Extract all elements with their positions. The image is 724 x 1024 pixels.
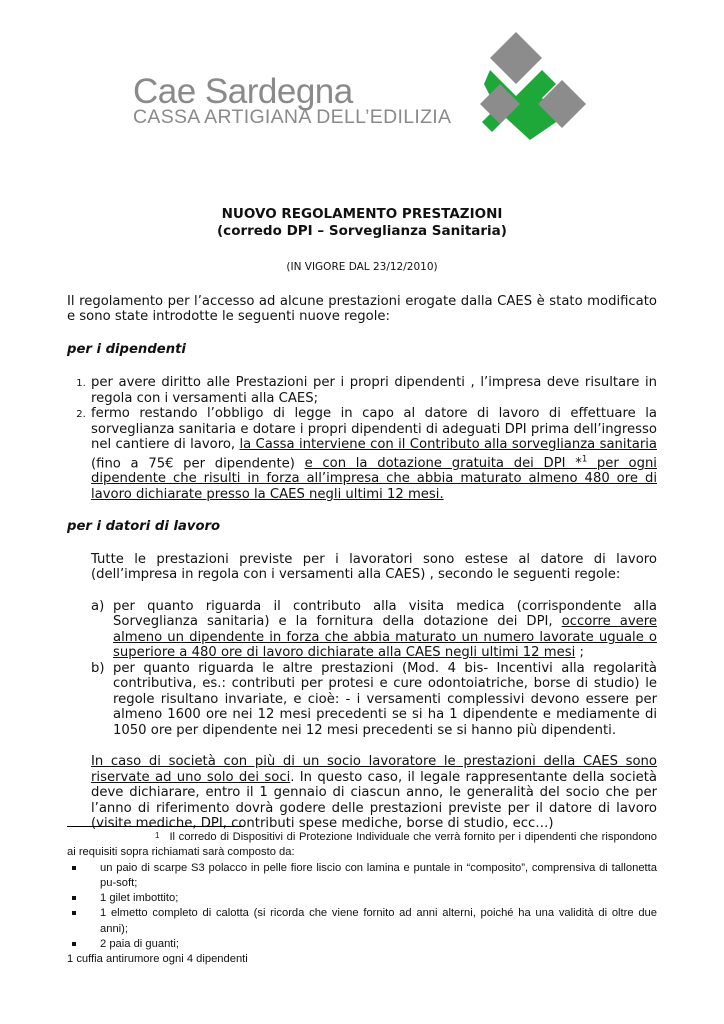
logo-square-top [490, 32, 542, 84]
footnote-last-line: 1 cuffia antirumore ogni 4 dipendenti [67, 953, 248, 966]
list-item-text: 2 paia di guanti; [100, 938, 179, 951]
list-label: b) [91, 660, 105, 676]
list-item-text: 1 elmetto completo di calotta (si ricorda che viene fornito ad anni alterni, poiché ha una validità di oltre due anni); [100, 907, 657, 935]
list-item [89, 375, 657, 406]
list-item-text: 1 gilet imbottito; [100, 892, 179, 905]
bullet-square-icon [72, 866, 76, 870]
paragraph-text: . In questo caso, il legale rappresentante della società deve dichiarare, entro il 1 gennaio di ciascun anno, le generalità del socio che per l’anno di riferimento dovrà godere delle prestazioni previste per il datore di lavoro (visite mediche, DPI, contributi spese mediche, borse di studio, ecc…) [91, 769, 657, 832]
bullet-square-icon [72, 942, 76, 946]
list-item [67, 861, 657, 892]
employers-paragraph: Tutte le prestazioni previste per i lavoratori sono estese al datore di lavoro (dell’impresa in regola con i versamenti alla CAES) , secondo le seguenti regole: [91, 551, 657, 583]
logo-subtitle: CASSA ARTIGIANA DELL’EDILIZIA [133, 106, 452, 128]
underlined-text-part: per ogni dipendente che risulti in forza all’impresa che abbia maturato almeno 480 ore di lavoro dichiarate presso la CAES negli ultimi 12 mesi. [91, 455, 657, 502]
document-body [67, 206, 657, 832]
company-paragraph [91, 754, 657, 832]
footnote-ref: 1 [581, 454, 588, 465]
intro-paragraph: Il regolamento per l’accesso ad alcune prestazioni erogate dalla CAES è stato modificato e sono state introdotte le seguenti nuove regole: [67, 293, 657, 324]
section-heading-employers: per i datori di lavoro [67, 519, 221, 535]
footnote-number: 1 [155, 831, 160, 840]
footnote [67, 830, 657, 968]
underlined-text-part: e con la dotazione gratuita dei DPI * [304, 455, 582, 471]
effective-date: (IN VIGORE DAL 23/12/2010) [286, 261, 438, 273]
employees-list [67, 375, 657, 502]
footnote-text: Il corredo di Dispositivi di Protezione Individuale che verrà fornito per i dipendenti che rispondono ai requisiti sopra richiamati sarà composto da: [67, 831, 657, 859]
list-item [67, 599, 657, 661]
list-item-text: ; [575, 645, 584, 661]
document-title: NUOVO REGOLAMENTO PRESTAZIONI [221, 206, 503, 222]
logo-title: Cae Sardegna [133, 72, 353, 111]
bullet-square-icon [72, 911, 76, 915]
list-item-text: un paio di scarpe S3 polacco in pelle fiore liscio con lamina e puntale in “composito”, comprensiva di tallonetta pu-soft; [100, 861, 657, 889]
list-item [67, 906, 657, 937]
list-item-text: per avere diritto alle Prestazioni per i propri dipendenti , l’impresa deve risultare in regola con i versamenti alla CAES; [91, 375, 657, 406]
employers-rules-list [67, 599, 657, 739]
footnote-list [67, 861, 657, 953]
list-item [67, 661, 657, 739]
underlined-text: In caso di società con più di un socio lavoratore le prestazioni della CAES sono riservate ad uno solo dei soci [91, 754, 657, 785]
list-item-text: per quanto riguarda le altre prestazioni (Mod. 4 bis- Incentivi alla regolarità contributiva, es.: contributi per protesi e cure odontoiatriche, borse di studio) le regole risultano invariate, e cioè: - i versamenti complessivi devono essere per almeno 1600 ore nei 12 mesi precedenti se si ha 1 dipendente e mediamente di 1050 ore per dipendente nei 12 mesi precedenti se si hanno più dipendenti. [113, 660, 657, 738]
list-item [67, 937, 657, 952]
list-item-text: fermo restando l’obbligo di legge in capo al datore di lavoro di effettuare la sorveglianza sanitaria e dotare i propri dipendenti di adeguati DPI prima dell’ingresso nel cantiere di lavoro, [91, 406, 657, 452]
document-subtitle: (corredo DPI – Sorveglianza Sanitaria) [217, 223, 507, 239]
list-label: a) [91, 598, 105, 614]
footnote-intro [67, 830, 657, 861]
logo [0, 0, 724, 150]
section-heading-employees: per i dipendenti [67, 341, 186, 357]
underlined-text: la Cassa interviene con il Contributo alla sorveglianza sanitaria [239, 437, 657, 452]
list-item-text: (fino a 75€ per dipendente) [91, 455, 305, 471]
logo-mark-icon [470, 22, 600, 147]
list-item [89, 406, 657, 502]
list-item-text: per quanto riguarda il contributo alla visita medica (corrispondente alla Sorveglianza sanitaria) e la fornitura della dotazione dei DPI, [113, 598, 657, 630]
footnote-separator [67, 826, 244, 827]
list-item [67, 891, 657, 906]
underlined-text: occorre avere almeno un dipendente in forza che abbia maturato un numero lavorate uguale o superiore a 480 ore di lavoro dichiarate alla CAES negli ultimi 12 mesi [113, 614, 657, 661]
bullet-square-icon [72, 896, 76, 900]
